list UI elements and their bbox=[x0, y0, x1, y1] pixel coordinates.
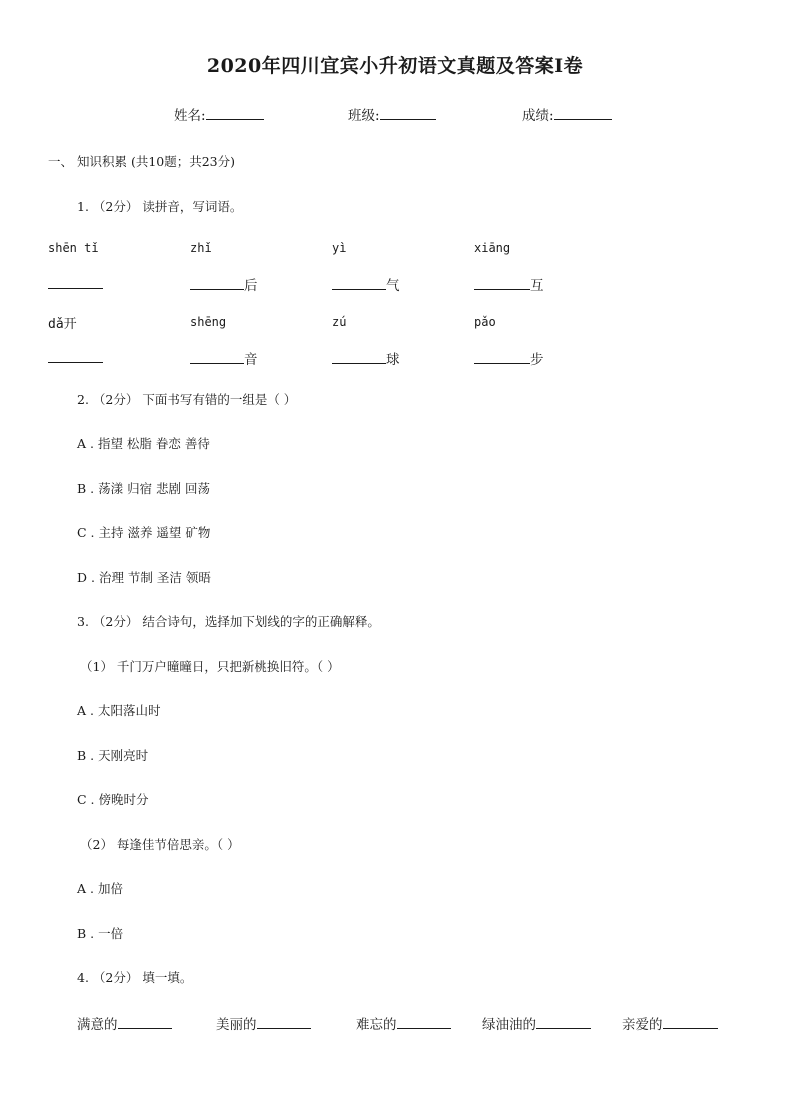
answer-row1-1 bbox=[48, 274, 103, 293]
answer-row2-4 bbox=[474, 348, 544, 368]
name-label: 姓名: bbox=[174, 108, 206, 124]
pinyin-xiang: xiāng bbox=[474, 241, 511, 255]
pinyin-pao: pǎo bbox=[474, 315, 496, 329]
q3-sub2-option-b[interactable]: B . 一倍 bbox=[77, 926, 124, 941]
answer-row1-4 bbox=[474, 274, 544, 294]
q4-blank[interactable] bbox=[536, 1014, 591, 1029]
answer-blank[interactable] bbox=[190, 275, 244, 290]
q4-item-1 bbox=[77, 1013, 172, 1033]
q4-blank[interactable] bbox=[118, 1014, 172, 1029]
answer-row1-3 bbox=[332, 274, 400, 294]
page-title: 2020年四川宜宾小升初语文真题及答案Ⅰ卷 bbox=[206, 55, 584, 77]
answer-row1-2 bbox=[190, 274, 258, 294]
q2-option-d[interactable]: D . 治理 节制 圣洁 领晤 bbox=[77, 570, 211, 585]
q4-blank[interactable] bbox=[397, 1014, 451, 1029]
q2-option-a[interactable]: A . 指望 松脂 眷恋 善待 bbox=[77, 436, 210, 451]
answer-blank[interactable] bbox=[48, 348, 103, 363]
class-field bbox=[348, 104, 436, 124]
q4-item-5 bbox=[622, 1013, 718, 1033]
score-field bbox=[522, 104, 612, 124]
q4-item-label: 难忘的 bbox=[356, 1017, 397, 1033]
answer-row2-1 bbox=[48, 348, 103, 367]
answer-suffix: 球 bbox=[386, 352, 400, 368]
section-heading: 一、 知识积累 (共10题；共23分) bbox=[48, 154, 236, 169]
answer-suffix: 音 bbox=[244, 352, 258, 368]
name-field bbox=[174, 104, 264, 124]
q4-item-label: 满意的 bbox=[77, 1017, 118, 1033]
q3-sub1-option-a[interactable]: A . 太阳落山时 bbox=[77, 703, 161, 718]
pinyin-yi: yì bbox=[332, 241, 347, 255]
q3-sub2: （2） 每逢佳节倍思亲。（ ） bbox=[80, 837, 240, 852]
name-blank[interactable] bbox=[206, 105, 264, 120]
answer-suffix: 气 bbox=[386, 278, 400, 294]
q3-sub1: （1） 千门万户曈曈日，只把新桃换旧符。（ ） bbox=[80, 659, 340, 674]
answer-suffix: 互 bbox=[530, 278, 544, 294]
q4-item-4 bbox=[482, 1013, 591, 1033]
pinyin-zhi: zhǐ bbox=[190, 241, 212, 255]
q2-option-c[interactable]: C . 主持 滋养 遥望 矿物 bbox=[77, 525, 211, 540]
q3-sub1-option-b[interactable]: B . 天刚亮时 bbox=[77, 748, 149, 763]
answer-blank[interactable] bbox=[190, 349, 244, 364]
question-1-stem: 1. （2分） 读拼音，写词语。 bbox=[77, 199, 243, 214]
pinyin-sheng: shēng bbox=[190, 315, 227, 329]
answer-row2-2 bbox=[190, 348, 258, 368]
question-3-stem: 3. （2分） 结合诗句，选择加下划线的字的正确解释。 bbox=[77, 614, 380, 629]
q4-item-3 bbox=[356, 1013, 451, 1033]
answer-suffix: 步 bbox=[530, 352, 544, 368]
q4-blank[interactable] bbox=[663, 1014, 718, 1029]
pinyin-zu: zú bbox=[332, 315, 347, 329]
q4-item-label: 美丽的 bbox=[216, 1017, 257, 1033]
score-blank[interactable] bbox=[554, 105, 612, 120]
class-blank[interactable] bbox=[380, 105, 436, 120]
q3-sub2-option-a[interactable]: A . 加倍 bbox=[77, 881, 123, 896]
q4-item-label: 绿油油的 bbox=[482, 1017, 536, 1033]
score-label: 成绩: bbox=[522, 108, 554, 124]
answer-blank[interactable] bbox=[332, 349, 386, 364]
pinyin-dakai: dǎ开 bbox=[48, 317, 77, 332]
answer-blank[interactable] bbox=[474, 349, 530, 364]
class-label: 班级: bbox=[348, 108, 380, 124]
q4-item-2 bbox=[216, 1013, 311, 1033]
q2-option-b[interactable]: B . 荡漾 归宿 悲剧 回荡 bbox=[77, 481, 211, 496]
pinyin-shenti: shēn tǐ bbox=[48, 241, 99, 255]
answer-blank[interactable] bbox=[474, 275, 530, 290]
answer-blank[interactable] bbox=[48, 274, 103, 289]
q3-sub1-option-c[interactable]: C . 傍晚时分 bbox=[77, 792, 149, 807]
answer-blank[interactable] bbox=[332, 275, 386, 290]
question-4-stem: 4. （2分） 填一填。 bbox=[77, 970, 193, 985]
q4-blank[interactable] bbox=[257, 1014, 311, 1029]
q4-item-label: 亲爱的 bbox=[622, 1017, 663, 1033]
answer-suffix: 后 bbox=[244, 278, 258, 294]
answer-row2-3 bbox=[332, 348, 400, 368]
question-2-stem: 2. （2分） 下面书写有错的一组是（ ） bbox=[77, 392, 297, 407]
